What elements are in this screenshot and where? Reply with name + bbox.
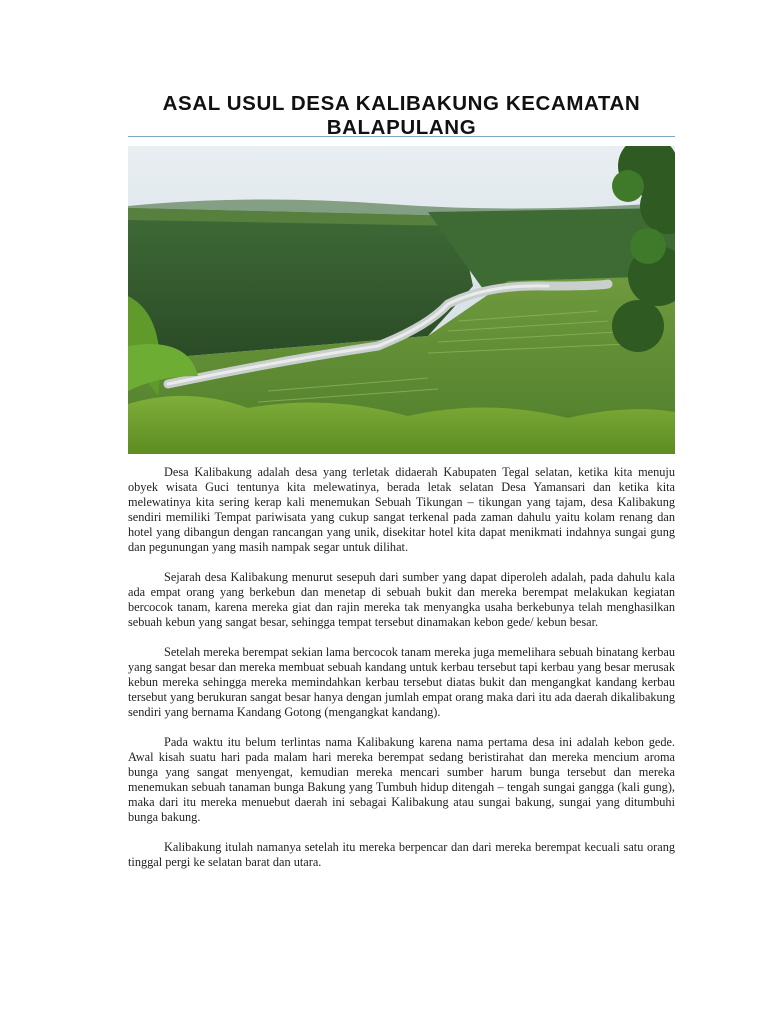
paragraph: Setelah mereka berempat sekian lama bercocok tanam mereka juga memelihara sebuah binatang kerbau yang sangat besar dan mereka membuat sebuah kandang untuk kerbau tersebut tapi kerbau yang besar merusak kebun mereka sehingga mereka memindahkan kerbau tersebut diatas bukit dan mengangkat kandang kerbau tersebut yang berukuran sangat besar hanya dengan jumlah empat orang maka dari itu ada daerah dikalibakung sendiri yang bernama Kandang Gotong (mengangkat kandang). [128, 645, 675, 719]
paragraph: Desa Kalibakung adalah desa yang terletak didaerah Kabupaten Tegal selatan, ketika kita menuju obyek wisata Guci tentunya kita melewatinya, berada letak selatan Desa Yamansari dan ketika kita melewatinya kita sering kerap kali menemukan Sebuah Tikungan – tikungan yang tajam, desa Kalibakung sendiri memiliki Tempat pariwisata yang cukup sangat terkenal pada zaman dahulu yaitu kolam renang dan hotel yang dibangun dengan rancangan yang unik, disekitar hotel kita dapat menikmati indahnya sungai gung dan pegunungan yang masih nampak segar untuk dilihat. [128, 465, 675, 554]
document-title: ASAL USUL DESA KALIBAKUNG KECAMATAN BALAPULANG [162, 91, 641, 139]
landscape-photo [128, 146, 675, 454]
paragraph: Pada waktu itu belum terlintas nama Kalibakung karena nama pertama desa ini adalah kebon gede. Awal kisah suatu hari pada malam hari mereka berempat sedang beristirahat dan mereka mencium aroma bunga yang sangat menyengat, kemudian mereka mencari sumber harum bunga tersebut dan mereka menemukan sebuah tanaman bunga Bakung yang Tumbuh hidup ditengah – tengah sungai gangga (kali gung), maka dari itu mereka menuebut daerah ini sebagai Kalibakung atau sungai bakung, sungai yang ditumbuhi bunga bakung. [128, 735, 675, 824]
title-divider [128, 136, 675, 137]
document-body [128, 465, 675, 885]
paragraph: Sejarah desa Kalibakung menurut sesepuh dari sumber yang dapat diperoleh adalah, pada dahulu kala ada empat orang yang berkebun dan menetap di sebuah bukit dan mereka berempat melakukan kegiatan bercocok tanam, karena mereka giat dan rajin mereka tak menyangka usaha berkebunya telah menghasilkan sebuah kebun yang sangat besar, sehingga tempat tersebut dinamakan kebon gede/ kebun besar. [128, 570, 675, 629]
paragraph: Kalibakung itulah namanya setelah itu mereka berpencar dan dari mereka berempat kecuali satu orang tinggal pergi ke selatan barat dan utara. [128, 840, 675, 869]
